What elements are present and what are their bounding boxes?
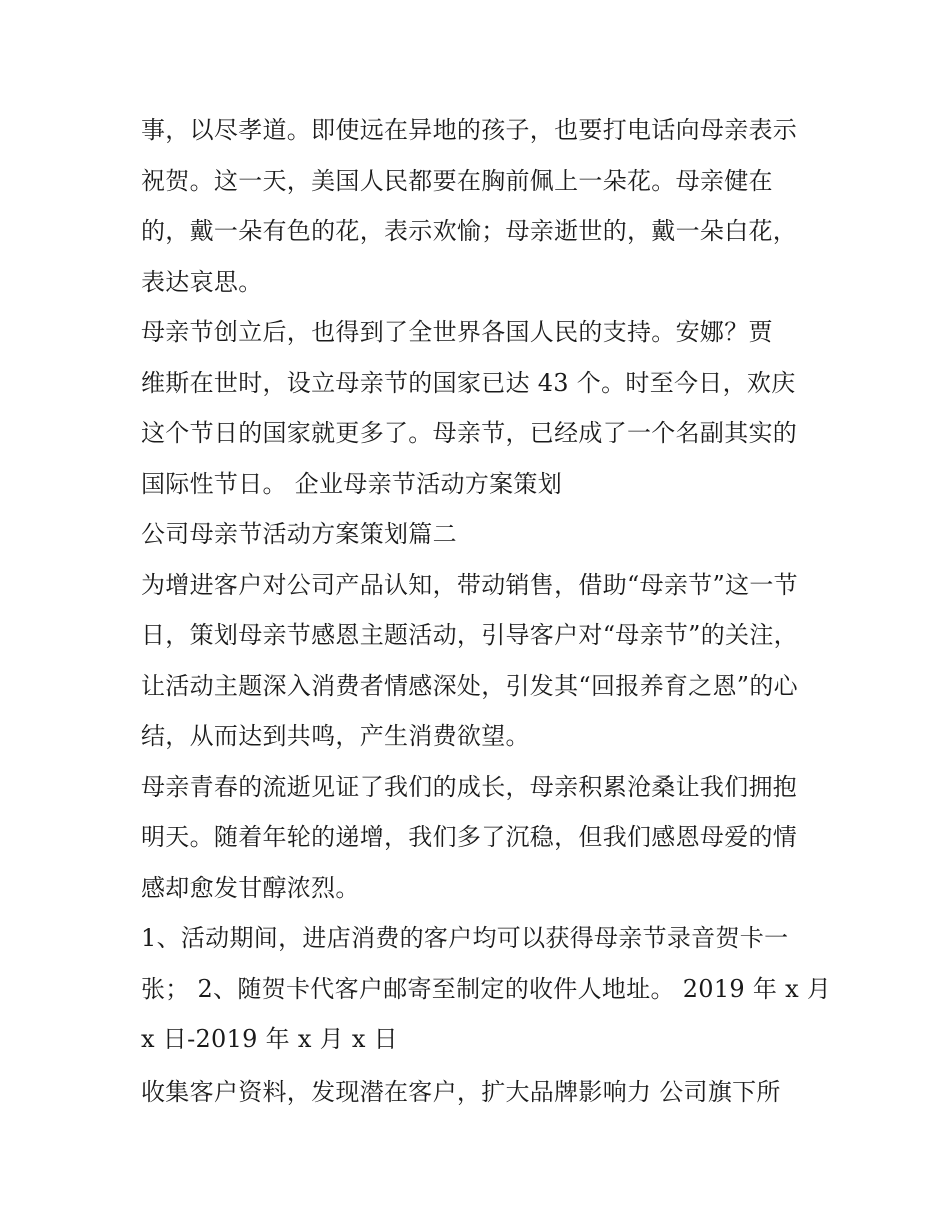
text-line: 收集客户资料，发现潜在客户，扩大品牌影响力 公司旗下所 [141,1078,781,1106]
text-line: 祝贺。这一天，美国人民都要在胸前佩上一朵花。母亲健在 [141,167,773,195]
text-line: 为增进客户对公司产品认知，带动销售，借助“母亲节”这一节 [141,571,798,599]
section-heading: 公司母亲节活动方案策划篇二 [141,520,457,548]
text-line: 明天。随着年轮的递增，我们多了沉稳，但我们感恩母爱的情 [141,823,798,851]
text-line: 母亲节创立后，也得到了全世界各国人民的支持。安娜？贾 [141,318,773,346]
text-line: 日，策划母亲节感恩主题活动，引导客户对“母亲节”的关注， [141,621,798,649]
text-line: 维斯在世时，设立母亲节的国家已达 43 个。时至今日，欢庆 [141,369,796,397]
text-line: 国际性节日。 企业母亲节活动方案策划 [141,470,563,498]
text-line: 事，以尽孝道。即使远在异地的孩子，也要打电话向母亲表示 [141,116,798,144]
text-line: 1、活动期间，进店消费的客户均可以获得母亲节录音贺卡一 [141,924,789,952]
text-line: 母亲青春的流逝见证了我们的成长，母亲积累沧桑让我们拥抱 [141,773,798,801]
text-line: 感却愈发甘醇浓烈。 [141,874,360,902]
text-line: 让活动主题深入消费者情感深处，引发其“回报养育之恩”的心 [141,672,798,700]
text-line: 结，从而达到共鸣，产生消费欲望。 [141,722,530,750]
text-line: 的，戴一朵有色的花，表示欢愉；母亲逝世的，戴一朵白花， [141,217,798,245]
text-line: 这个节日的国家就更多了。母亲节，已经成了一个名副其实的 [141,419,798,447]
text-line: 表达哀思。 [141,268,263,296]
text-line: x 日-2019 年 x 月 x 日 [141,1025,398,1053]
text-line: 张； 2、随贺卡代客户邮寄至制定的收件人地址。 2019 年 x 月 [141,975,832,1003]
